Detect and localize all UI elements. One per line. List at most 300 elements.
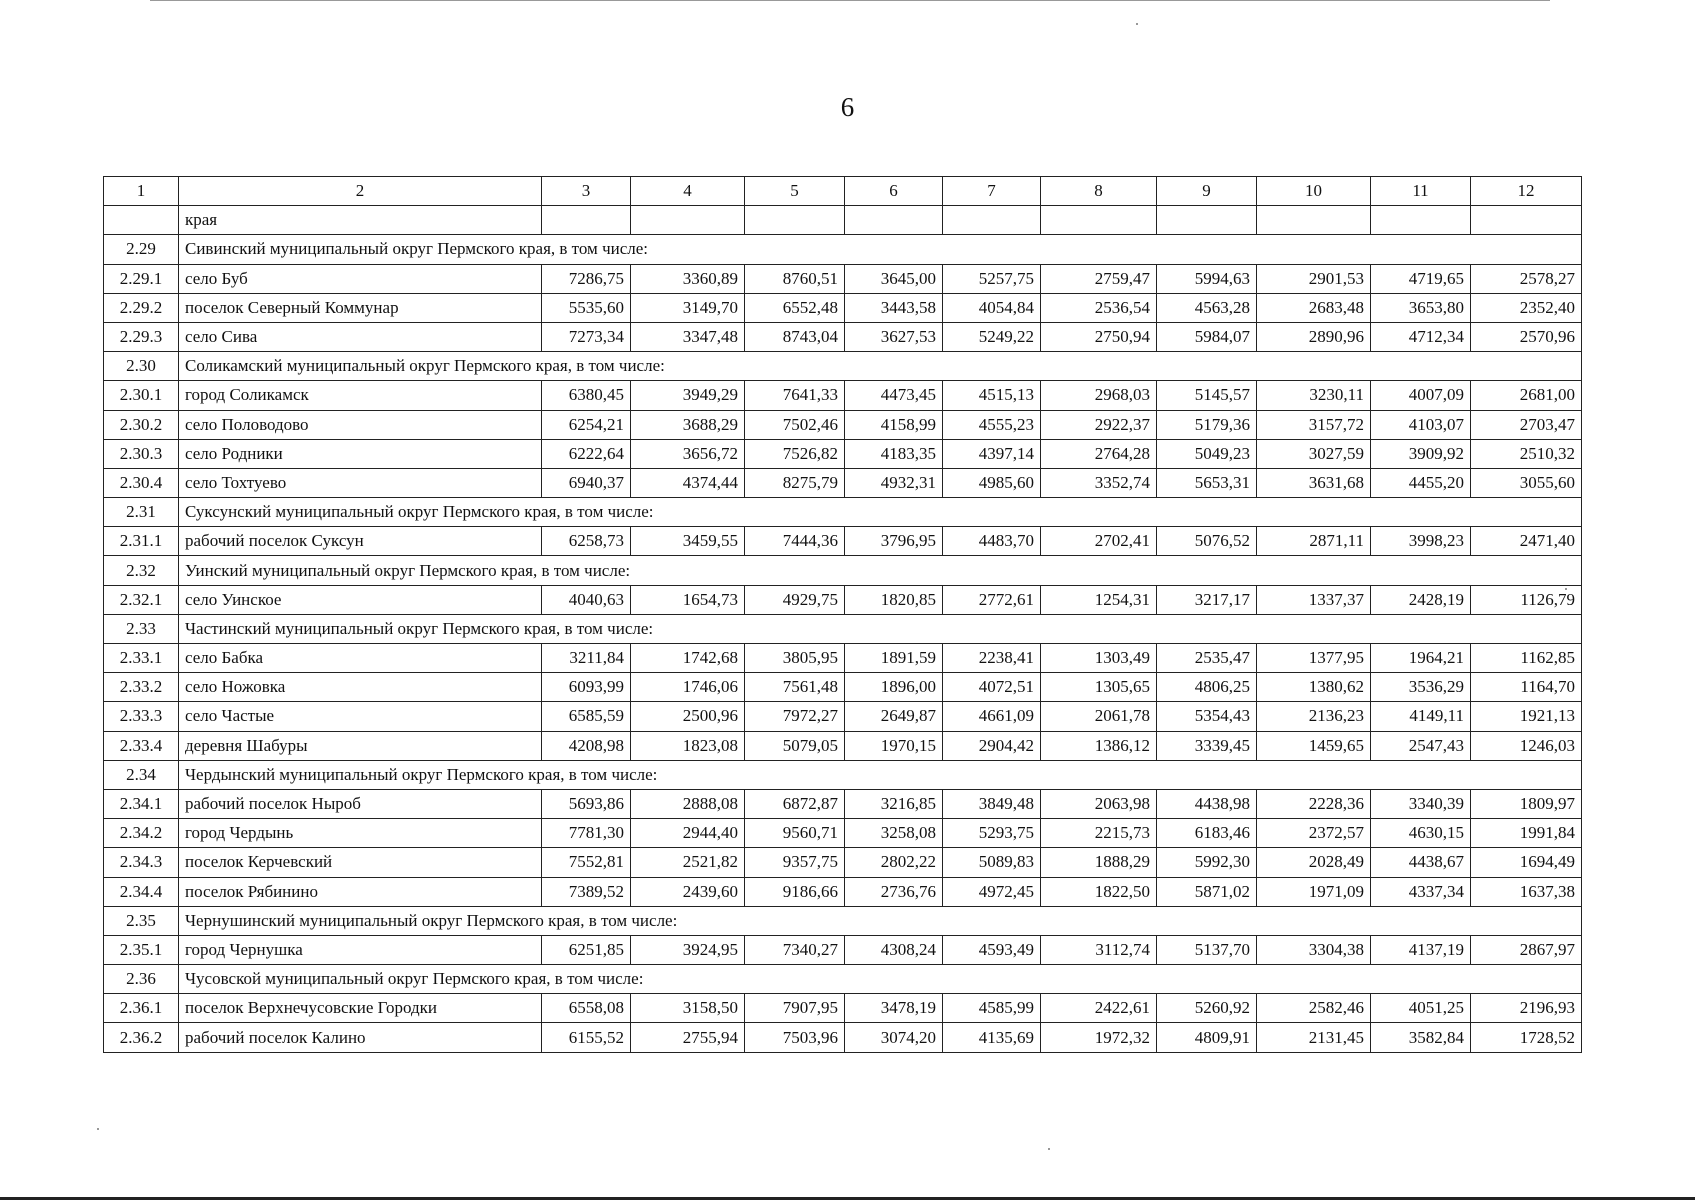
value-cell: 7444,36	[745, 527, 845, 556]
scan-edge-top	[150, 0, 1550, 1]
value-cell: 5984,07	[1157, 322, 1257, 351]
settlement-index: 2.30.1	[104, 381, 179, 410]
value-cell: 5994,63	[1157, 264, 1257, 293]
settlement-row	[104, 1023, 1582, 1052]
settlement-name: поселок Керчевский	[179, 848, 542, 877]
value-cell: 5871,02	[1157, 877, 1257, 906]
value-cell: 1891,59	[845, 644, 943, 673]
value-cell: 1162,85	[1471, 644, 1582, 673]
value-cell: 4208,98	[542, 731, 631, 760]
value-cell: 2422,61	[1041, 994, 1157, 1023]
value-cell: 7552,81	[542, 848, 631, 877]
value-cell: 2500,96	[631, 702, 745, 731]
column-header: 11	[1371, 177, 1471, 206]
settlement-name: деревня Шабуры	[179, 731, 542, 760]
value-cell: 7286,75	[542, 264, 631, 293]
settlement-row	[104, 322, 1582, 351]
value-cell: 2683,48	[1257, 293, 1371, 322]
value-cell: 4438,98	[1157, 789, 1257, 818]
value-cell: 2131,45	[1257, 1023, 1371, 1052]
column-header: 10	[1257, 177, 1371, 206]
value-cell: 4103,07	[1371, 410, 1471, 439]
value-cell: 2922,37	[1041, 410, 1157, 439]
settlement-row	[104, 439, 1582, 468]
value-cell: 2228,36	[1257, 789, 1371, 818]
settlement-index: 2.34.2	[104, 819, 179, 848]
value-cell: 2582,46	[1257, 994, 1371, 1023]
value-cell: 3805,95	[745, 644, 845, 673]
district-index: 2.36	[104, 965, 179, 994]
value-cell: 3656,72	[631, 439, 745, 468]
settlement-index: 2.29.3	[104, 322, 179, 351]
value-cell: 2867,97	[1471, 935, 1582, 964]
settlement-name: рабочий поселок Калино	[179, 1023, 542, 1052]
value-cell: 2547,43	[1371, 731, 1471, 760]
settlement-row	[104, 673, 1582, 702]
value-cell	[1157, 206, 1257, 235]
scan-speck	[1136, 23, 1138, 25]
column-header: 12	[1471, 177, 1582, 206]
value-cell: 4483,70	[943, 527, 1041, 556]
value-cell: 3347,48	[631, 322, 745, 351]
settlement-row	[104, 935, 1582, 964]
settlement-row	[104, 644, 1582, 673]
value-cell: 2238,41	[943, 644, 1041, 673]
value-cell: 4137,19	[1371, 935, 1471, 964]
value-cell: 6258,73	[542, 527, 631, 556]
value-cell: 4438,67	[1371, 848, 1471, 877]
value-cell: 3645,00	[845, 264, 943, 293]
table-body	[104, 177, 1582, 1053]
column-header: 8	[1041, 177, 1157, 206]
district-title: Сивинский муниципальный округ Пермского края, в том числе:	[179, 235, 1582, 264]
district-index: 2.31	[104, 498, 179, 527]
value-cell: 7389,52	[542, 877, 631, 906]
value-cell: 4337,34	[1371, 877, 1471, 906]
value-cell: 2871,11	[1257, 527, 1371, 556]
column-header: 2	[179, 177, 542, 206]
value-cell: 4712,34	[1371, 322, 1471, 351]
value-cell: 5693,86	[542, 789, 631, 818]
value-cell: 1746,06	[631, 673, 745, 702]
settlement-index: 2.34.1	[104, 789, 179, 818]
value-cell: 2759,47	[1041, 264, 1157, 293]
district-title: Соликамский муниципальный округ Пермского края, в том числе:	[179, 352, 1582, 381]
value-cell	[745, 206, 845, 235]
value-cell: 2901,53	[1257, 264, 1371, 293]
settlement-name: село Буб	[179, 264, 542, 293]
value-cell: 3459,55	[631, 527, 745, 556]
column-header-row	[104, 177, 1582, 206]
settlement-row	[104, 994, 1582, 1023]
value-cell: 2535,47	[1157, 644, 1257, 673]
value-cell: 1126,79	[1471, 585, 1582, 614]
value-cell: 4593,49	[943, 935, 1041, 964]
row-index	[104, 206, 179, 235]
settlement-index: 2.30.4	[104, 468, 179, 497]
settlement-row	[104, 789, 1582, 818]
value-cell: 1305,65	[1041, 673, 1157, 702]
district-row	[104, 614, 1582, 643]
value-cell: 7340,27	[745, 935, 845, 964]
settlement-row	[104, 264, 1582, 293]
value-cell: 2968,03	[1041, 381, 1157, 410]
value-cell: 4929,75	[745, 585, 845, 614]
value-cell: 9186,66	[745, 877, 845, 906]
value-cell	[1041, 206, 1157, 235]
column-header: 7	[943, 177, 1041, 206]
settlement-name: город Чердынь	[179, 819, 542, 848]
settlement-index: 2.32.1	[104, 585, 179, 614]
value-cell: 2196,93	[1471, 994, 1582, 1023]
value-cell: 4158,99	[845, 410, 943, 439]
value-cell: 2888,08	[631, 789, 745, 818]
value-cell: 9560,71	[745, 819, 845, 848]
value-cell: 1742,68	[631, 644, 745, 673]
value-cell: 2890,96	[1257, 322, 1371, 351]
settlement-index: 2.34.3	[104, 848, 179, 877]
value-cell: 3998,23	[1371, 527, 1471, 556]
value-cell: 5992,30	[1157, 848, 1257, 877]
value-cell: 2702,41	[1041, 527, 1157, 556]
settlement-name: село Частые	[179, 702, 542, 731]
value-cell: 2536,54	[1041, 293, 1157, 322]
value-cell: 1459,65	[1257, 731, 1371, 760]
district-row	[104, 965, 1582, 994]
settlement-index: 2.30.2	[104, 410, 179, 439]
settlement-index: 2.33.3	[104, 702, 179, 731]
district-row	[104, 352, 1582, 381]
settlement-name: село Родники	[179, 439, 542, 468]
value-cell: 1964,21	[1371, 644, 1471, 673]
continuation-row	[104, 206, 1582, 235]
value-cell: 8275,79	[745, 468, 845, 497]
value-cell: 4719,65	[1371, 264, 1471, 293]
value-cell: 2521,82	[631, 848, 745, 877]
value-cell: 3258,08	[845, 819, 943, 848]
value-cell: 2063,98	[1041, 789, 1157, 818]
value-cell: 4515,13	[943, 381, 1041, 410]
settlement-row	[104, 527, 1582, 556]
settlement-index: 2.33.1	[104, 644, 179, 673]
value-cell: 3157,72	[1257, 410, 1371, 439]
value-cell: 6940,37	[542, 468, 631, 497]
settlement-name: село Сива	[179, 322, 542, 351]
value-cell: 4555,23	[943, 410, 1041, 439]
value-cell: 3536,29	[1371, 673, 1471, 702]
settlement-name: село Ножовка	[179, 673, 542, 702]
district-title: Частинский муниципальный округ Пермского края, в том числе:	[179, 614, 1582, 643]
value-cell: 4051,25	[1371, 994, 1471, 1023]
value-cell	[542, 206, 631, 235]
value-cell: 1822,50	[1041, 877, 1157, 906]
settlement-index: 2.29.1	[104, 264, 179, 293]
settlement-index: 2.34.4	[104, 877, 179, 906]
page-number: 6	[840, 92, 855, 122]
value-cell: 4072,51	[943, 673, 1041, 702]
settlement-index: 2.33.4	[104, 731, 179, 760]
settlement-row	[104, 877, 1582, 906]
value-cell: 4040,63	[542, 585, 631, 614]
tariff-table	[103, 176, 1582, 1053]
column-header: 4	[631, 177, 745, 206]
settlement-index: 2.35.1	[104, 935, 179, 964]
value-cell: 3216,85	[845, 789, 943, 818]
district-index: 2.35	[104, 906, 179, 935]
value-cell: 3627,53	[845, 322, 943, 351]
settlement-name: рабочий поселок Ныроб	[179, 789, 542, 818]
value-cell: 1921,13	[1471, 702, 1582, 731]
value-cell: 4308,24	[845, 935, 943, 964]
value-cell: 5653,31	[1157, 468, 1257, 497]
value-cell: 2802,22	[845, 848, 943, 877]
settlement-row	[104, 848, 1582, 877]
value-cell	[631, 206, 745, 235]
settlement-row	[104, 293, 1582, 322]
settlement-row	[104, 731, 1582, 760]
value-cell: 5179,36	[1157, 410, 1257, 439]
district-index: 2.29	[104, 235, 179, 264]
settlement-row	[104, 381, 1582, 410]
value-cell: 1654,73	[631, 585, 745, 614]
value-cell: 5089,83	[943, 848, 1041, 877]
district-title: Чусовской муниципальный округ Пермского края, в том числе:	[179, 965, 1582, 994]
value-cell: 2061,78	[1041, 702, 1157, 731]
settlement-row	[104, 702, 1582, 731]
value-cell: 3360,89	[631, 264, 745, 293]
settlement-row	[104, 468, 1582, 497]
district-index: 2.30	[104, 352, 179, 381]
value-cell: 5354,43	[1157, 702, 1257, 731]
value-cell: 3631,68	[1257, 468, 1371, 497]
settlement-name: город Чернушка	[179, 935, 542, 964]
value-cell: 2439,60	[631, 877, 745, 906]
value-cell: 7781,30	[542, 819, 631, 848]
value-cell: 4135,69	[943, 1023, 1041, 1052]
value-cell: 2028,49	[1257, 848, 1371, 877]
value-cell: 1823,08	[631, 731, 745, 760]
settlement-name: поселок Верхнечусовские Городки	[179, 994, 542, 1023]
value-cell	[1471, 206, 1582, 235]
value-cell: 7526,82	[745, 439, 845, 468]
value-cell: 3340,39	[1371, 789, 1471, 818]
column-header: 5	[745, 177, 845, 206]
value-cell: 4374,44	[631, 468, 745, 497]
value-cell: 2372,57	[1257, 819, 1371, 848]
settlement-row	[104, 819, 1582, 848]
value-cell: 3074,20	[845, 1023, 943, 1052]
value-cell: 6222,64	[542, 439, 631, 468]
value-cell: 3211,84	[542, 644, 631, 673]
value-cell: 1246,03	[1471, 731, 1582, 760]
value-cell: 1386,12	[1041, 731, 1157, 760]
value-cell: 5293,75	[943, 819, 1041, 848]
district-title: Уинский муниципальный округ Пермского края, в том числе:	[179, 556, 1582, 585]
value-cell: 2755,94	[631, 1023, 745, 1052]
value-cell: 2764,28	[1041, 439, 1157, 468]
column-header: 1	[104, 177, 179, 206]
value-cell: 1380,62	[1257, 673, 1371, 702]
value-cell: 4183,35	[845, 439, 943, 468]
district-row	[104, 760, 1582, 789]
value-cell: 3339,45	[1157, 731, 1257, 760]
value-cell: 4985,60	[943, 468, 1041, 497]
value-cell: 1888,29	[1041, 848, 1157, 877]
value-cell: 1970,15	[845, 731, 943, 760]
settlement-index: 2.36.1	[104, 994, 179, 1023]
value-cell: 5145,57	[1157, 381, 1257, 410]
value-cell: 2471,40	[1471, 527, 1582, 556]
value-cell: 5079,05	[745, 731, 845, 760]
settlement-name: поселок Рябинино	[179, 877, 542, 906]
settlement-row	[104, 410, 1582, 439]
value-cell: 4932,31	[845, 468, 943, 497]
value-cell: 1972,32	[1041, 1023, 1157, 1052]
value-cell: 4473,45	[845, 381, 943, 410]
value-cell: 3149,70	[631, 293, 745, 322]
value-cell: 4455,20	[1371, 468, 1471, 497]
column-header: 9	[1157, 177, 1257, 206]
continuation-text: края	[179, 206, 542, 235]
value-cell: 3112,74	[1041, 935, 1157, 964]
district-row	[104, 498, 1582, 527]
settlement-index: 2.29.2	[104, 293, 179, 322]
value-cell: 2772,61	[943, 585, 1041, 614]
value-cell: 1971,09	[1257, 877, 1371, 906]
value-cell: 4149,11	[1371, 702, 1471, 731]
settlement-name: поселок Северный Коммунар	[179, 293, 542, 322]
column-header: 3	[542, 177, 631, 206]
value-cell: 2649,87	[845, 702, 943, 731]
district-row	[104, 235, 1582, 264]
value-cell: 4397,14	[943, 439, 1041, 468]
value-cell: 2681,00	[1471, 381, 1582, 410]
value-cell: 1303,49	[1041, 644, 1157, 673]
value-cell: 8760,51	[745, 264, 845, 293]
value-cell: 2428,19	[1371, 585, 1471, 614]
value-cell: 1694,49	[1471, 848, 1582, 877]
value-cell: 2736,76	[845, 877, 943, 906]
value-cell: 2703,47	[1471, 410, 1582, 439]
value-cell: 7641,33	[745, 381, 845, 410]
value-cell: 6093,99	[542, 673, 631, 702]
value-cell: 7273,34	[542, 322, 631, 351]
value-cell: 2570,96	[1471, 322, 1582, 351]
value-cell: 2352,40	[1471, 293, 1582, 322]
value-cell	[1371, 206, 1471, 235]
value-cell: 6585,59	[542, 702, 631, 731]
value-cell: 3478,19	[845, 994, 943, 1023]
value-cell: 5049,23	[1157, 439, 1257, 468]
value-cell: 7502,46	[745, 410, 845, 439]
value-cell: 1896,00	[845, 673, 943, 702]
value-cell: 4806,25	[1157, 673, 1257, 702]
district-title: Чернушинский муниципальный округ Пермского края, в том числе:	[179, 906, 1582, 935]
value-cell: 5535,60	[542, 293, 631, 322]
value-cell: 3217,17	[1157, 585, 1257, 614]
value-cell	[1257, 206, 1371, 235]
value-cell: 6872,87	[745, 789, 845, 818]
value-cell: 4630,15	[1371, 819, 1471, 848]
value-cell: 9357,75	[745, 848, 845, 877]
settlement-name: село Бабка	[179, 644, 542, 673]
settlement-index: 2.31.1	[104, 527, 179, 556]
value-cell: 6552,48	[745, 293, 845, 322]
value-cell: 1991,84	[1471, 819, 1582, 848]
scan-speck	[1048, 1148, 1050, 1150]
value-cell: 7561,48	[745, 673, 845, 702]
value-cell: 1820,85	[845, 585, 943, 614]
value-cell: 5249,22	[943, 322, 1041, 351]
value-cell: 4007,09	[1371, 381, 1471, 410]
settlement-index: 2.33.2	[104, 673, 179, 702]
settlement-name: село Половодово	[179, 410, 542, 439]
value-cell: 6183,46	[1157, 819, 1257, 848]
value-cell: 3027,59	[1257, 439, 1371, 468]
value-cell: 2904,42	[943, 731, 1041, 760]
value-cell: 3909,92	[1371, 439, 1471, 468]
value-cell: 6155,52	[542, 1023, 631, 1052]
value-cell: 4661,09	[943, 702, 1041, 731]
value-cell: 7907,95	[745, 994, 845, 1023]
value-cell: 6254,21	[542, 410, 631, 439]
value-cell: 1809,97	[1471, 789, 1582, 818]
value-cell: 1637,38	[1471, 877, 1582, 906]
value-cell: 2944,40	[631, 819, 745, 848]
value-cell: 8743,04	[745, 322, 845, 351]
value-cell: 7503,96	[745, 1023, 845, 1052]
value-cell: 3849,48	[943, 789, 1041, 818]
value-cell: 4585,99	[943, 994, 1041, 1023]
district-title: Чердынский муниципальный округ Пермского края, в том числе:	[179, 760, 1582, 789]
value-cell: 5076,52	[1157, 527, 1257, 556]
value-cell: 4972,45	[943, 877, 1041, 906]
value-cell: 6251,85	[542, 935, 631, 964]
settlement-name: город Соликамск	[179, 381, 542, 410]
value-cell: 4809,91	[1157, 1023, 1257, 1052]
district-index: 2.33	[104, 614, 179, 643]
value-cell: 3304,38	[1257, 935, 1371, 964]
value-cell: 7972,27	[745, 702, 845, 731]
value-cell: 5257,75	[943, 264, 1041, 293]
value-cell: 1728,52	[1471, 1023, 1582, 1052]
value-cell: 3055,60	[1471, 468, 1582, 497]
value-cell: 5260,92	[1157, 994, 1257, 1023]
value-cell: 1337,37	[1257, 585, 1371, 614]
value-cell: 4563,28	[1157, 293, 1257, 322]
district-row	[104, 556, 1582, 585]
settlement-index: 2.30.3	[104, 439, 179, 468]
value-cell: 2215,73	[1041, 819, 1157, 848]
value-cell: 2136,23	[1257, 702, 1371, 731]
value-cell: 3158,50	[631, 994, 745, 1023]
column-header: 6	[845, 177, 943, 206]
value-cell: 1377,95	[1257, 644, 1371, 673]
settlement-name: рабочий поселок Суксун	[179, 527, 542, 556]
value-cell: 3230,11	[1257, 381, 1371, 410]
district-index: 2.32	[104, 556, 179, 585]
value-cell: 3352,74	[1041, 468, 1157, 497]
value-cell: 6558,08	[542, 994, 631, 1023]
value-cell: 3924,95	[631, 935, 745, 964]
value-cell: 6380,45	[542, 381, 631, 410]
value-cell: 1254,31	[1041, 585, 1157, 614]
value-cell: 3796,95	[845, 527, 943, 556]
settlement-name: село Уинское	[179, 585, 542, 614]
settlement-row	[104, 585, 1582, 614]
value-cell: 4054,84	[943, 293, 1041, 322]
value-cell: 5137,70	[1157, 935, 1257, 964]
